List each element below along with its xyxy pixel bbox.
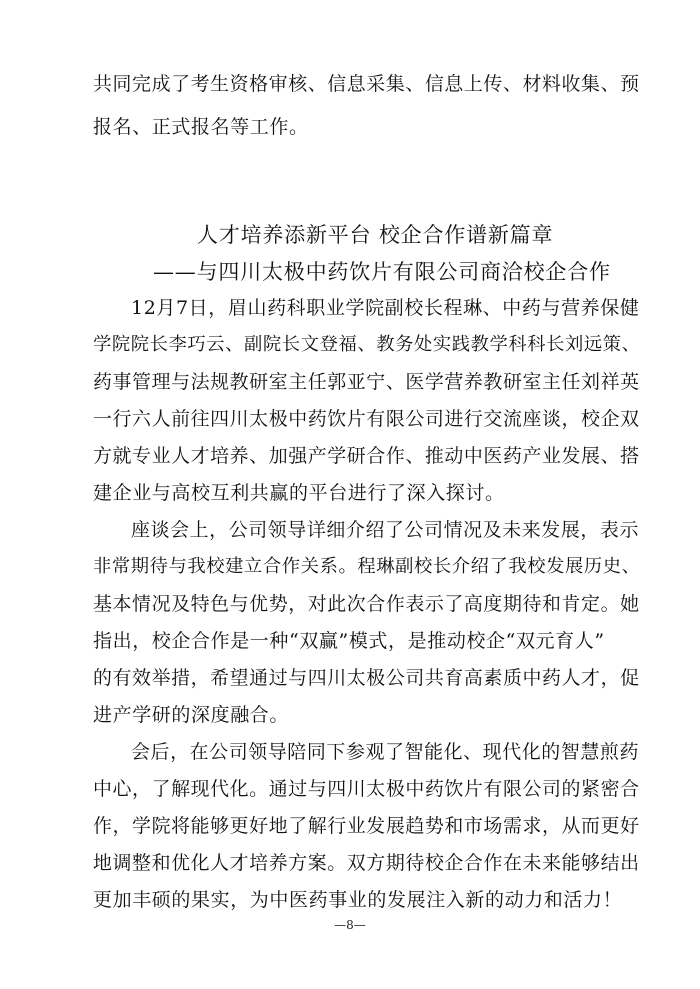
- paragraph-3-line: 作，学院将能够更好地了解行业发展趋势和市场需求，从而更好: [93, 815, 640, 837]
- paragraph-1-line: 药事管理与法规教研室主任郭亚宁、医学营养教研室主任刘祥英: [93, 371, 640, 393]
- paragraph-3-line: 地调整和优化人才培养方案。双方期待校企合作在未来能够结出: [93, 852, 640, 874]
- paragraph-2-line: 非常期待与我校建立合作关系。程琳副校长介绍了我校发展历史、: [93, 556, 641, 577]
- paragraph-2-line: 的有效举措，希望通过与四川太极公司共育高素质中药人才，促: [93, 667, 640, 689]
- paragraph-2-line: 进产学研的深度融合。: [93, 704, 290, 726]
- paragraph-1-line: 学院院长李巧云、副院长文登福、教务处实践教学科科长刘远策、: [93, 334, 641, 355]
- paragraph-1-line: 建企业与高校互利共赢的平台进行了深入探讨。: [93, 482, 505, 504]
- page-number: —8—: [334, 918, 366, 932]
- paragraph-1-line: 一行六人前往四川太极中药饮片有限公司进行交流座谈，校企双: [93, 408, 640, 430]
- intro-line: 报名、正式报名等工作。: [93, 116, 309, 138]
- paragraph-1-line: 12月7日，眉山药科职业学院副校长程琳、中药与营养保健: [131, 297, 640, 319]
- paragraph-2-line: 基本情况及特色与优势，对此次合作表示了高度期待和肯定。她: [93, 593, 640, 615]
- article-subtitle: ——与四川太极中药饮片有限公司商洽校企合作: [153, 260, 611, 284]
- paragraph-2-line: 座谈会上，公司领导详细介绍了公司情况及未来发展，表示: [131, 519, 639, 541]
- paragraph-3-line: 会后，在公司领导陪同下参观了智能化、现代化的智慧煎药: [131, 741, 639, 763]
- article-title: 人才培养添新平台 校企合作谱新篇章: [197, 223, 554, 247]
- intro-line: 共同完成了考生资格审核、信息采集、信息上传、材料收集、预: [93, 73, 640, 95]
- paragraph-2-line: 指出，校企合作是一种“双赢”模式，是推动校企“双元育人”: [93, 630, 605, 652]
- paragraph-3-line: 中心，了解现代化。通过与四川太极中药饮片有限公司的紧密合: [93, 778, 640, 800]
- paragraph-3-line: 更加丰硕的果实，为中医药事业的发展注入新的动力和活力！: [93, 889, 623, 911]
- paragraph-1-line: 方就专业人才培养、加强产学研合作、推动中医药产业发展、搭: [93, 445, 640, 467]
